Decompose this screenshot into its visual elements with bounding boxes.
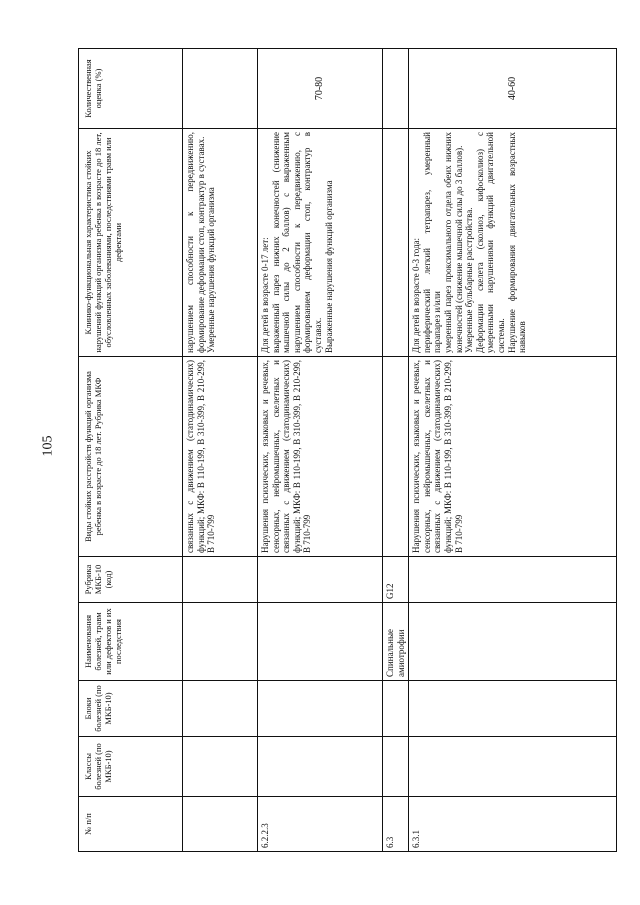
row-clinical bbox=[383, 129, 409, 357]
disability-criteria-table bbox=[78, 48, 617, 852]
header-blocks: Блоки болезней (по МКБ-10) bbox=[79, 681, 183, 737]
row-score: 70-80 bbox=[258, 49, 383, 129]
clinical-line: Умеренные бульбарные расстройства. bbox=[464, 207, 475, 353]
header-score: Количественная оценка (%) bbox=[79, 49, 183, 129]
page-number: 105 bbox=[40, 435, 56, 457]
table-row bbox=[183, 49, 258, 852]
clinical-line: Для детей в возрасте 0-3 года: bbox=[411, 237, 422, 353]
row-rubric bbox=[183, 557, 258, 603]
row-clinical bbox=[409, 129, 617, 357]
clinical-line: Деформации скелета (сколиоз, кифосколиоз) с умеренными нарушениями функций двигательной системы. bbox=[474, 132, 507, 353]
row-types: Нарушения психических, языковых и речевых, сенсорных, нейромышечных, скелетных и связанных с движением (статодинамических) функций; МКФ: В 110-199, В 310-399, В 210-299, В 710-799 bbox=[258, 357, 383, 557]
clinical-line: Выраженные нарушения функций организма bbox=[323, 180, 334, 353]
row-num: 6.3.1 bbox=[409, 797, 617, 852]
table-row bbox=[409, 49, 617, 852]
header-num: № п/п bbox=[79, 797, 183, 852]
row-score bbox=[183, 49, 258, 129]
clinical-line: нарушением способности к передвижению, формирование деформации стоп, контрактур в суставах. bbox=[185, 132, 206, 353]
clinical-line: выраженный парез нижних конечностей (снижение мышечной силы до 2 баллов) с выраженным нарушением способности к передвижению, с формированием деформации стоп, контрактур в суставах. bbox=[270, 132, 324, 353]
row-block bbox=[383, 681, 409, 737]
row-score: 40-60 bbox=[409, 49, 617, 129]
row-class bbox=[383, 737, 409, 797]
row-name bbox=[183, 603, 258, 681]
row-class bbox=[258, 737, 383, 797]
clinical-line: периферический легкий тетрапарез, умеренный парапарез и/или bbox=[421, 132, 443, 353]
row-rubric bbox=[258, 557, 383, 603]
row-score bbox=[383, 49, 409, 129]
row-num: 6.2.2.3 bbox=[258, 797, 383, 852]
row-types: Нарушения психических, языковых и речевых, сенсорных, нейромышечных, скелетных и связанных с движением (статодинамических) функций; МКФ: В 110-199, В 310-399, В 210-299, В 710-799 bbox=[409, 357, 617, 557]
row-class bbox=[409, 737, 617, 797]
rotated-table-sheet bbox=[78, 49, 613, 852]
row-clinical bbox=[183, 129, 258, 357]
row-num: 6.3 bbox=[383, 797, 409, 852]
row-rubric: G12 bbox=[383, 557, 409, 603]
header-names: Наименования болезней, травм или дефектов и их последствия bbox=[79, 603, 183, 681]
row-block bbox=[183, 681, 258, 737]
row-name bbox=[409, 603, 617, 681]
table-row bbox=[258, 49, 383, 852]
clinical-line: Умеренные нарушения функций организма bbox=[206, 187, 217, 353]
header-types: Виды стойких расстройств функций организма ребенка в возрасте до 18 лет. Рубрика МКФ bbox=[79, 357, 183, 557]
clinical-line: умеренный парез проксимального отдела обеих нижних конечностей (снижение мышечной силы до 3 баллов). bbox=[443, 132, 464, 353]
row-rubric bbox=[409, 557, 617, 603]
header-rubric: Рубрика МКБ-10 (код) bbox=[79, 557, 183, 603]
row-clinical bbox=[258, 129, 383, 357]
clinical-line: Нарушение формирования двигательных возрастных навыков bbox=[506, 132, 528, 353]
row-num bbox=[183, 797, 258, 852]
table-header-row bbox=[79, 49, 183, 852]
clinical-line: Для детей в возрасте 0-17 лет: bbox=[260, 237, 270, 353]
row-class bbox=[183, 737, 258, 797]
row-name bbox=[258, 603, 383, 681]
row-name: Спинальные амиотрофии bbox=[383, 603, 409, 681]
row-block bbox=[258, 681, 383, 737]
header-classes: Классы болезней (по МКБ-10) bbox=[79, 737, 183, 797]
row-block bbox=[409, 681, 617, 737]
header-clinical: Клинико-функциональная характеристика стойких нарушений функций организма ребенка в возрасте до 18 лет, обусловленных заболеваниями, последствиями травм или дефектами bbox=[79, 129, 183, 357]
row-types: связанных с движением (статодинамических) функций; МКФ: В 110-199, В 310-399, В 210-299, В 710-799 bbox=[183, 357, 258, 557]
table-row bbox=[383, 49, 409, 852]
row-types bbox=[383, 357, 409, 557]
